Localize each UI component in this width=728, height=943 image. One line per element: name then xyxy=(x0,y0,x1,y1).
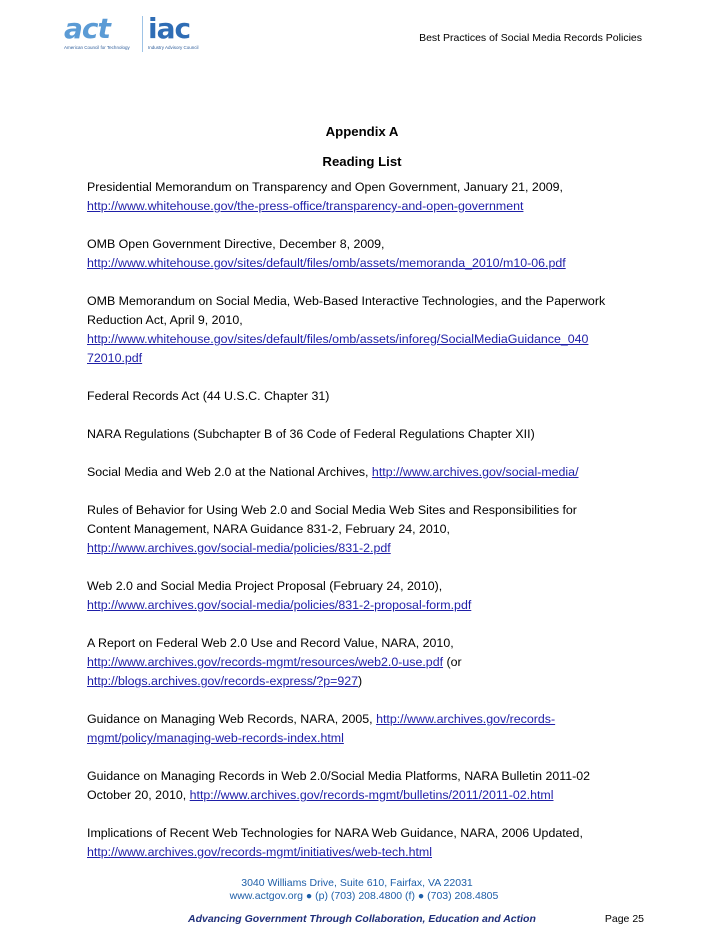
reference-link[interactable]: http://www.archives.gov/records-mgmt/initiatives/web-tech.html xyxy=(87,845,432,859)
reference-link[interactable]: http://www.archives.gov/records-mgmt/resources/web2.0-use.pdf xyxy=(87,655,444,669)
footer-contact-line: www.actgov.org ● (p) (703) 208.4800 (f) ● (703) 208.4805 xyxy=(229,890,499,902)
iac-logo-mark: iac xyxy=(148,12,191,45)
header-logos xyxy=(64,14,214,56)
reading-list xyxy=(87,178,647,862)
reference-link[interactable]: http://www.archives.gov/social-media/policies/831-2.pdf xyxy=(87,541,391,555)
reading-list-entry xyxy=(87,767,647,805)
entry-line xyxy=(87,501,647,520)
entry-line xyxy=(87,729,647,748)
page-content xyxy=(87,118,647,881)
entry-line xyxy=(87,463,647,482)
entry-line xyxy=(87,254,647,273)
reference-link[interactable]: http://www.archives.gov/social-media/ xyxy=(371,465,579,479)
iac-logo-tagline: Industry Advisory Council xyxy=(148,45,199,50)
entry-line xyxy=(87,596,647,615)
reference-text: ) xyxy=(358,674,363,688)
entry-line xyxy=(87,653,647,672)
reference-text: October 20, 2010, xyxy=(87,788,190,802)
reference-text: Reduction Act, April 9, 2010, xyxy=(87,313,243,327)
iac-logo xyxy=(148,14,218,56)
entry-line xyxy=(87,349,647,368)
entry-line xyxy=(87,330,647,349)
act-logo-mark: act xyxy=(64,12,110,45)
reading-list-entry xyxy=(87,425,647,444)
entry-line xyxy=(87,387,647,406)
reference-text: A Report on Federal Web 2.0 Use and Record Value, NARA, 2010, xyxy=(87,636,454,650)
entry-line xyxy=(87,425,647,444)
footer-motto: Advancing Government Through Collaboration, Education and Action xyxy=(188,913,536,925)
reference-text: OMB Open Government Directive, December 8, 2009, xyxy=(87,237,385,251)
reading-list-entry xyxy=(87,824,647,862)
reference-text: Federal Records Act (44 U.S.C. Chapter 31) xyxy=(87,389,330,403)
reading-list-entry xyxy=(87,178,647,216)
reference-link[interactable]: http://www.whitehouse.gov/sites/default/files/omb/assets/memoranda_2010/m10-06.pdf xyxy=(87,256,566,270)
reference-link[interactable]: http://www.archives.gov/records- xyxy=(376,712,556,726)
entry-line xyxy=(87,235,647,254)
reading-list-title: Reading List xyxy=(322,154,402,169)
reading-list-entry xyxy=(87,292,647,368)
reference-link[interactable]: http://www.archives.gov/records-mgmt/bulletins/2011/2011-02.html xyxy=(189,788,554,802)
reference-text: Guidance on Managing Web Records, NARA, 2005, xyxy=(87,712,377,726)
reading-list-entry xyxy=(87,710,647,748)
reference-link[interactable]: http://www.whitehouse.gov/the-press-office/transparency-and-open-government xyxy=(87,199,524,213)
reference-link[interactable]: mgmt/policy/managing-web-records-index.html xyxy=(87,731,344,745)
reference-link[interactable]: http://blogs.archives.gov/records-express/?p=927 xyxy=(87,674,359,688)
reference-text: Rules of Behavior for Using Web 2.0 and Social Media Web Sites and Responsibilities for xyxy=(87,503,577,517)
reference-text: Social Media and Web 2.0 at the National Archives, xyxy=(87,465,372,479)
footer-address xyxy=(0,877,728,903)
act-logo xyxy=(64,14,142,56)
entry-line xyxy=(87,311,647,330)
entry-line xyxy=(87,710,647,729)
page-number: Page 25 xyxy=(604,913,644,925)
entry-line xyxy=(87,824,647,843)
header-title: Best Practices of Social Media Records Policies xyxy=(419,32,642,44)
reading-list-entry xyxy=(87,235,647,273)
logo-divider xyxy=(142,16,143,52)
reference-link[interactable]: http://www.archives.gov/social-media/policies/831-2-proposal-form.pdf xyxy=(87,598,472,612)
reading-list-entry xyxy=(87,634,647,691)
entry-line xyxy=(87,539,647,558)
entry-line xyxy=(87,786,647,805)
reading-list-entry xyxy=(87,501,647,558)
reference-text: (or xyxy=(443,655,462,669)
entry-line xyxy=(87,843,647,862)
entry-line xyxy=(87,292,647,311)
entry-line xyxy=(87,178,647,197)
entry-line xyxy=(87,672,647,691)
footer-address-line1: 3040 Williams Drive, Suite 610, Fairfax, VA 22031 xyxy=(241,877,473,889)
reading-list-entry xyxy=(87,577,647,615)
appendix-title: Appendix A xyxy=(325,124,399,139)
reference-text: OMB Memorandum on Social Media, Web-Based Interactive Technologies, and the Paperwork xyxy=(87,294,606,308)
reference-text: Presidential Memorandum on Transparency and Open Government, January 21, 2009, xyxy=(87,180,563,194)
act-logo-tagline: American Council for Technology xyxy=(64,45,130,50)
reference-link[interactable]: http://www.whitehouse.gov/sites/default/files/omb/assets/inforeg/SocialMediaGuidance_040 xyxy=(87,332,589,346)
entry-line xyxy=(87,520,647,539)
entry-line xyxy=(87,634,647,653)
reference-text: NARA Regulations (Subchapter B of 36 Code of Federal Regulations Chapter XII) xyxy=(87,427,535,441)
reference-text: Guidance on Managing Records in Web 2.0/Social Media Platforms, NARA Bulletin 2011-02 xyxy=(87,769,591,783)
reference-link[interactable]: 72010.pdf xyxy=(87,351,143,365)
reference-text: Content Management, NARA Guidance 831-2, February 24, 2010, xyxy=(87,522,450,536)
reference-text: Web 2.0 and Social Media Project Proposal (February 24, 2010), xyxy=(87,579,443,593)
reading-list-entry xyxy=(87,463,647,482)
entry-line xyxy=(87,197,647,216)
entry-line xyxy=(87,767,647,786)
reading-list-entry xyxy=(87,387,647,406)
entry-line xyxy=(87,577,647,596)
reference-text: Implications of Recent Web Technologies for NARA Web Guidance, NARA, 2006 Updated, xyxy=(87,826,583,840)
